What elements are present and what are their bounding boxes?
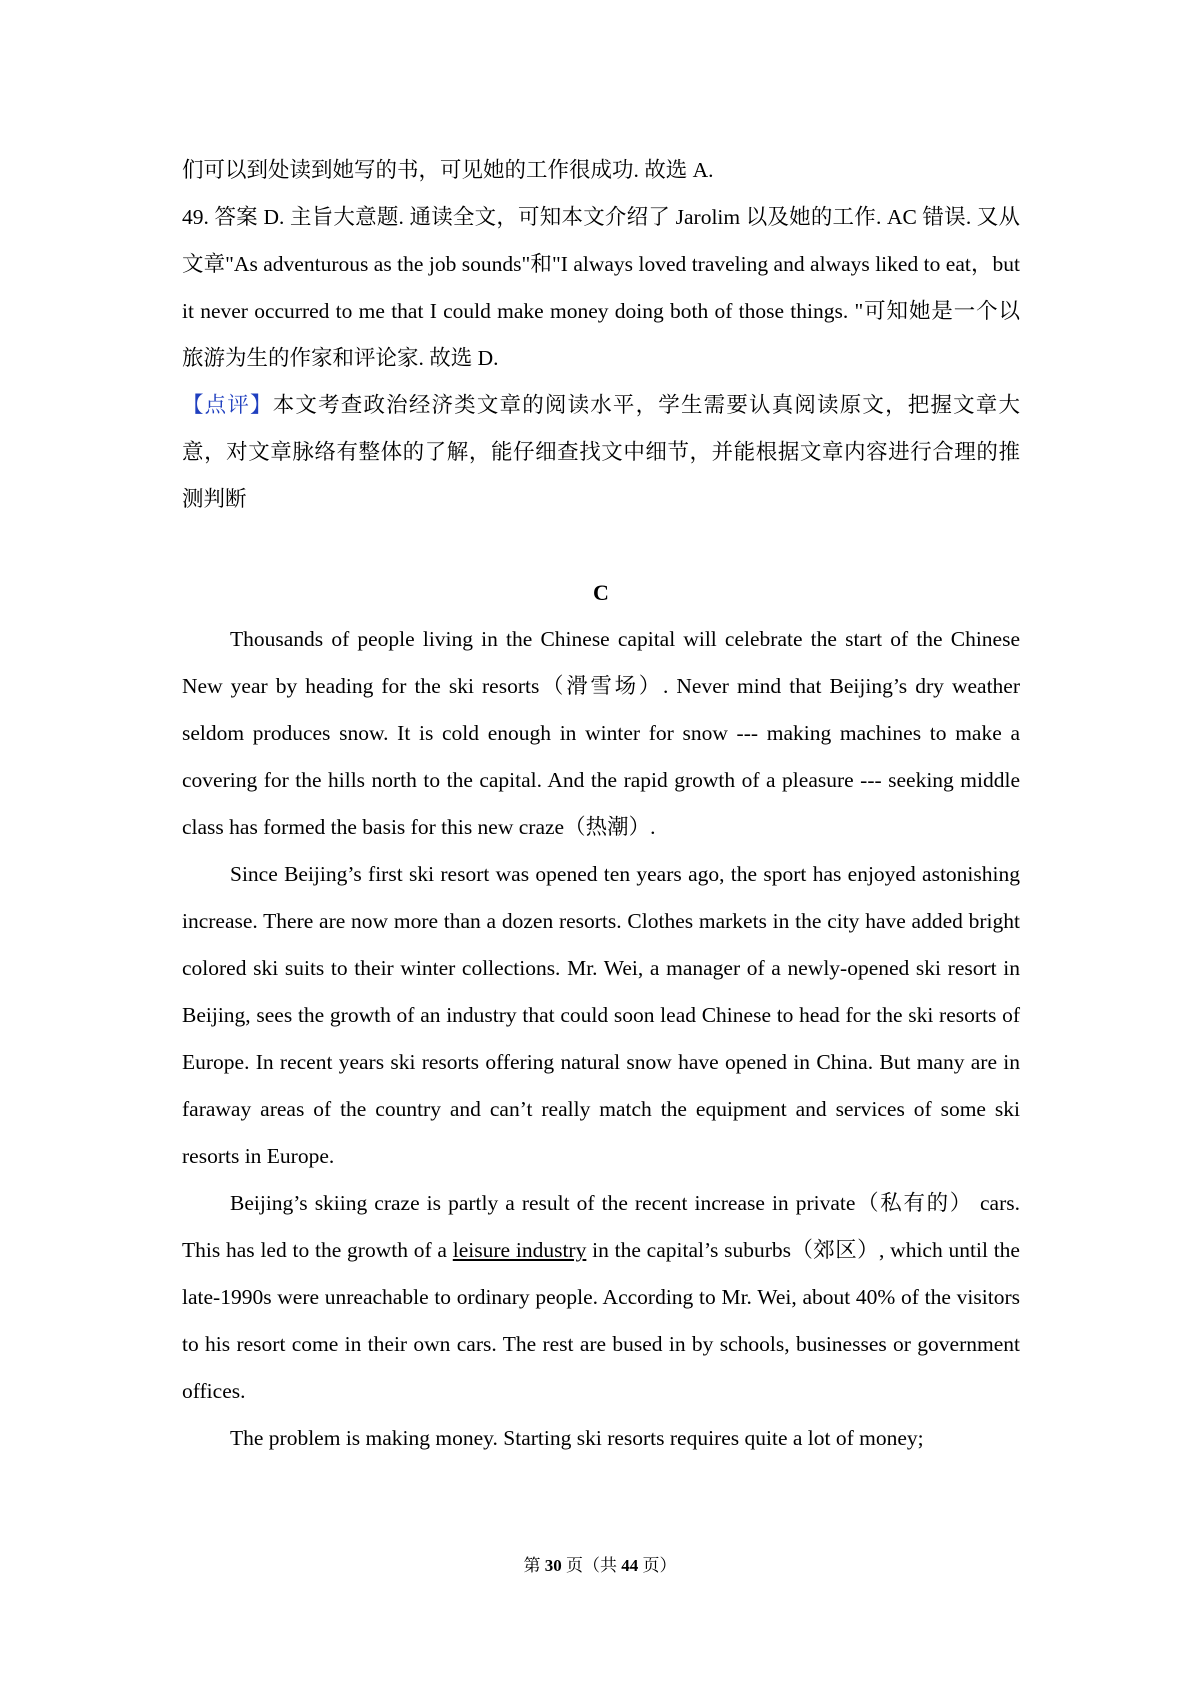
footer-total-pages: 44: [621, 1556, 639, 1575]
comment-tag: 【点评】: [182, 393, 273, 417]
passage-paragraph-2: Since Beijing’s first ski resort was opened ten years ago, the sport has enjoyed astonishing increase. There are now more than a dozen resorts. Clothes markets in the city have added bright colored ski suits to their winter collections. Mr. Wei, a manager of a newly-opened ski resort in Beijing, sees the growth of an industry that could soon lead Chinese to head for the ski resorts of Europe. In recent years ski resorts offering natural snow have opened in China. But many are in faraway areas of the country and can’t really match the equipment and services of some ski resorts in Europe.: [182, 862, 1020, 1168]
passage-title: C: [593, 580, 609, 605]
footer-suffix: 页）: [638, 1556, 677, 1575]
page-footer: [0, 1554, 1200, 1578]
passage-paragraph-1: Thousands of people living in the Chinese capital will celebrate the start of the Chinese New year by heading for the ski resorts（滑雪场）. Never mind that Beijing’s dry weather seldom produces snow. It is cold enough in winter for snow --- making machines to make a covering for the hills north to the capital. And the rapid growth of a pleasure --- seeking middle class has formed the basis for this new craze（热潮）.: [182, 627, 1020, 839]
passage-paragraph-4: The problem is making money. Starting ski resorts requires quite a lot of money;: [230, 1426, 924, 1450]
passage-paragraph-3: [182, 1180, 1020, 1415]
footer-middle: 页（共: [561, 1556, 622, 1575]
page-content: [182, 147, 1020, 1462]
answer-48-tail: 们可以到处读到她写的书，可见她的工作很成功. 故选 A.: [182, 158, 714, 182]
underlined-phrase: leisure industry: [452, 1238, 587, 1262]
section-gap: [182, 523, 1020, 569]
footer-page-number: 30: [544, 1556, 562, 1575]
footer-prefix: 第: [523, 1556, 545, 1575]
comment-paragraph: [182, 382, 1020, 523]
answer-49: 49. 答案 D. 主旨大意题. 通读全文，可知本文介绍了 Jarolim 以及她的工作. AC 错误. 又从文章"As adventurous as the job sounds"和"I always loved traveling and always liked to eat，but it never occurred to me that I could make money doing both of those things. "可知她是一个以旅游为生的作家和评论家. 故选 D.: [182, 205, 1020, 370]
comment-text: 本文考查政治经济类文章的阅读水平，学生需要认真阅读原文，把握文章大意，对文章脉络有整体的了解，能仔细查找文中细节，并能根据文章内容进行合理的推测判断: [182, 393, 1020, 511]
paragraph-3-start: Beijing’s skiing craze is partly a result of the recent increase in private（私有的） cars. This has led to the growth of a: [182, 1191, 1020, 1262]
paragraph-3-end: in the capital’s suburbs（郊区）, which until the late-1990s were unreachable to ordinary people. According to Mr. Wei, about 40% of the visitors to his resort come in their own cars. The rest are bused in by schools, businesses or government offices.: [182, 1238, 1020, 1403]
